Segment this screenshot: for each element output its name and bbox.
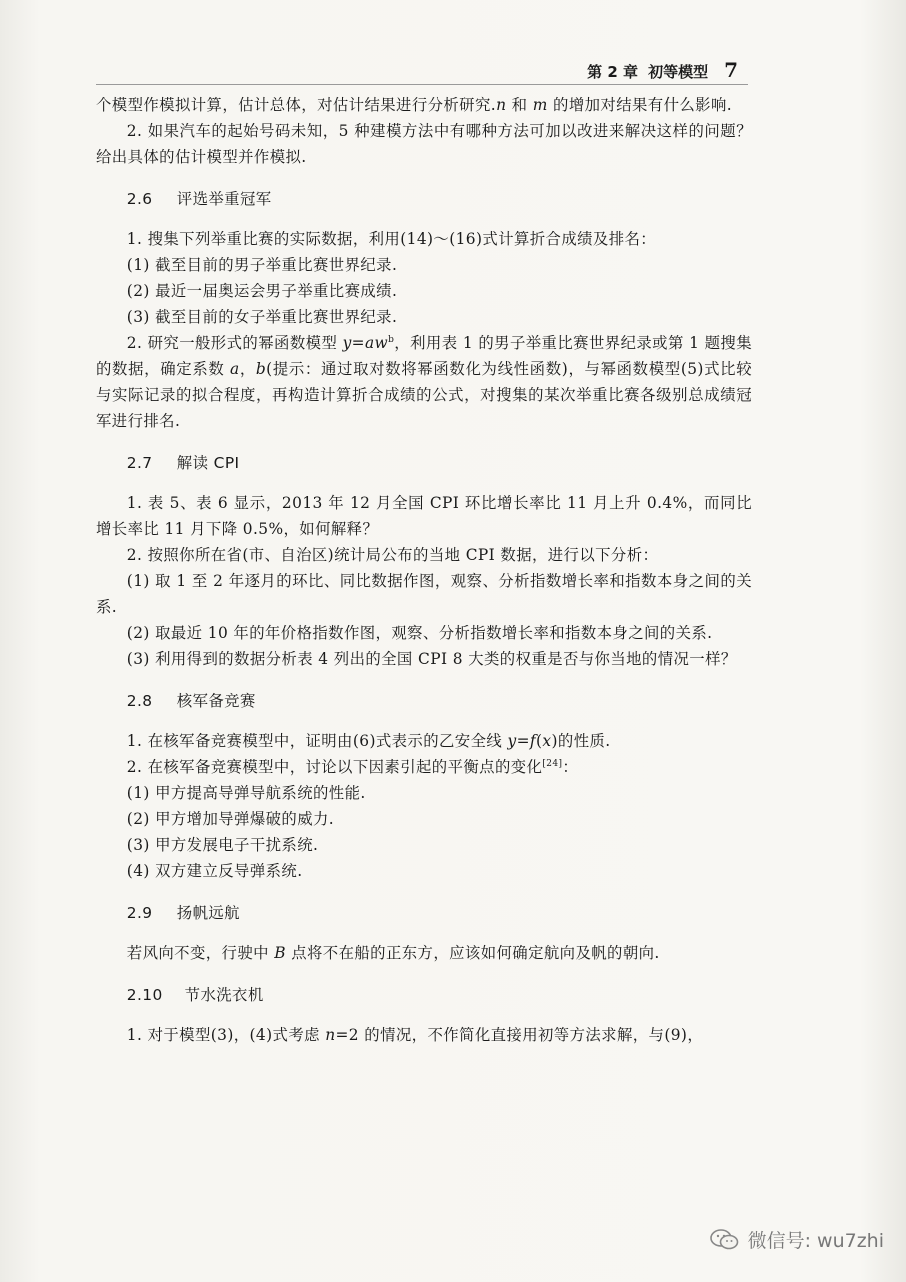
body-paragraph	[96, 330, 752, 434]
text-run: =	[351, 334, 365, 352]
math-variable: n	[496, 96, 507, 114]
body-paragraph	[96, 858, 752, 884]
section-title: 评选举重冠军	[176, 190, 272, 208]
body-paragraph	[96, 832, 752, 858]
math-variable: aw	[364, 334, 389, 352]
text-run: 和	[506, 96, 533, 114]
text-run: ，利用表 1 的男子举重比赛世界纪录或第 1 题搜集的数据，确定系数	[96, 334, 752, 378]
text-run: (2) 甲方增加导弹爆破的威力.	[126, 810, 335, 828]
section-title: 核军备竞赛	[176, 692, 256, 710]
running-header	[587, 58, 738, 82]
text-run: (1) 截至目前的男子举重比赛世界纪录.	[126, 256, 398, 274]
text-run: =	[516, 732, 530, 750]
text-run: (1) 甲方提高导弹导航系统的性能.	[126, 784, 366, 802]
math-variable: a	[229, 360, 240, 378]
text-run: (3) 利用得到的数据分析表 4 列出的全国 CPI 8 大类的权重是否与你当地的情况一样？	[126, 650, 737, 668]
body-paragraph	[96, 1022, 752, 1048]
body-paragraph	[96, 568, 752, 620]
chapter-title: 初等模型	[648, 63, 709, 81]
section-number: 2.10	[126, 986, 163, 1004]
math-variable: f	[529, 732, 536, 750]
text-run: 个模型作模拟计算，估计总体，对估计结果进行分析研究.	[96, 96, 497, 114]
text-run: =2 的情况，不作简化直接用初等方法求解，与(9)，	[335, 1026, 704, 1044]
section-number: 2.7	[126, 454, 153, 472]
section-number: 2.6	[126, 190, 153, 208]
text-run: (3) 截至目前的女子举重比赛世界纪录.	[126, 308, 398, 326]
text-run: (2) 取最近 10 年的年价格指数作图，观察、分析指数增长率和指数本身之间的关系.	[126, 624, 713, 642]
text-run: 2. 在核军备竞赛模型中，讨论以下因素引起的平衡点的变化	[126, 758, 543, 776]
page-number: 7	[724, 58, 738, 82]
section-heading	[127, 186, 752, 212]
body-paragraph	[96, 754, 752, 780]
body-paragraph	[96, 304, 752, 330]
text-run: 2. 按照你所在省(市、自治区)统计局公布的当地 CPI 数据，进行以下分析：	[126, 546, 659, 564]
math-variable: y	[342, 334, 352, 352]
math-variable: b	[255, 360, 267, 378]
text-run: (2) 最近一届奥运会男子举重比赛成绩.	[126, 282, 398, 300]
math-variable: x	[542, 732, 552, 750]
watermark-label: 微信号: wu7zhi	[747, 1230, 884, 1252]
text-run: 1. 在核军备竞赛模型中，证明由(6)式表示的乙安全线	[126, 732, 508, 750]
text-run: (	[536, 732, 543, 750]
text-run: 1. 搜集下列举重比赛的实际数据，利用(14)～(16)式计算折合成绩及排名：	[126, 230, 657, 248]
chapter-number: 第 2 章	[587, 63, 639, 81]
math-variable: B	[274, 944, 286, 962]
section-heading	[127, 688, 752, 714]
body-paragraph	[96, 940, 752, 966]
section-title: 扬帆远航	[176, 904, 240, 922]
text-run: 若风向不变，行驶中	[126, 944, 275, 962]
text-run: (1) 取 1 至 2 年逐月的环比、同比数据作图，观察、分析指数增长率和指数本身之间的关系.	[96, 572, 752, 616]
body-paragraph	[96, 728, 752, 754]
body-paragraph	[96, 806, 752, 832]
text-run: 点将不在船的正东方，应该如何确定航向及帆的朝向.	[285, 944, 660, 962]
text-run: ：	[562, 758, 579, 776]
text-run: (3) 甲方发展电子干扰系统.	[126, 836, 319, 854]
superscript: b	[388, 334, 395, 345]
header-rule	[96, 84, 748, 85]
section-heading	[127, 900, 752, 926]
body-paragraph	[96, 780, 752, 806]
text-run: (提示：通过取对数将幂函数化为线性函数)，与幂函数模型(5)式比较与实际记录的拟合程度，再构造计算折合成绩的公式，对搜集的某次举重比赛各级别总成绩冠军进行排名.	[96, 360, 752, 430]
body-paragraph	[96, 620, 752, 646]
text-run: (4) 双方建立反导弹系统.	[126, 862, 303, 880]
section-title: 节水洗衣机	[184, 986, 264, 1004]
page-body	[96, 92, 752, 1048]
section-heading	[127, 450, 752, 476]
body-paragraph	[96, 92, 752, 118]
wechat-icon	[710, 1228, 740, 1252]
text-run: 1. 表 5、表 6 显示，2013 年 12 月全国 CPI 环比增长率比 11 月上升 0.4%，而同比增长率比 11 月下降 0.5%，如何解释？	[96, 494, 752, 538]
text-run: 1. 对于模型(3)，(4)式考虑	[126, 1026, 326, 1044]
section-heading	[127, 982, 752, 1008]
section-number: 2.9	[126, 904, 153, 922]
body-paragraph	[96, 118, 752, 170]
superscript: [24]	[542, 758, 563, 769]
text-run: 2. 如果汽车的起始号码未知，5 种建模方法中有哪种方法可加以改进来解决这样的问题？给出具体的估计模型并作模拟.	[96, 122, 752, 166]
body-paragraph	[96, 542, 752, 568]
math-variable: m	[532, 96, 548, 114]
body-paragraph	[96, 226, 752, 252]
section-title: 解读 CPI	[176, 454, 240, 472]
section-number: 2.8	[126, 692, 153, 710]
body-paragraph	[96, 490, 752, 542]
text-run: 的增加对结果有什么影响.	[547, 96, 733, 114]
body-paragraph	[96, 646, 752, 672]
body-paragraph	[96, 278, 752, 304]
watermark	[710, 1226, 884, 1253]
text-run: )的性质.	[551, 732, 611, 750]
body-paragraph	[96, 252, 752, 278]
text-run: 2. 研究一般形式的幂函数模型	[126, 334, 343, 352]
math-variable: y	[507, 732, 517, 750]
text-run: ，	[239, 360, 256, 378]
math-variable: n	[325, 1026, 336, 1044]
